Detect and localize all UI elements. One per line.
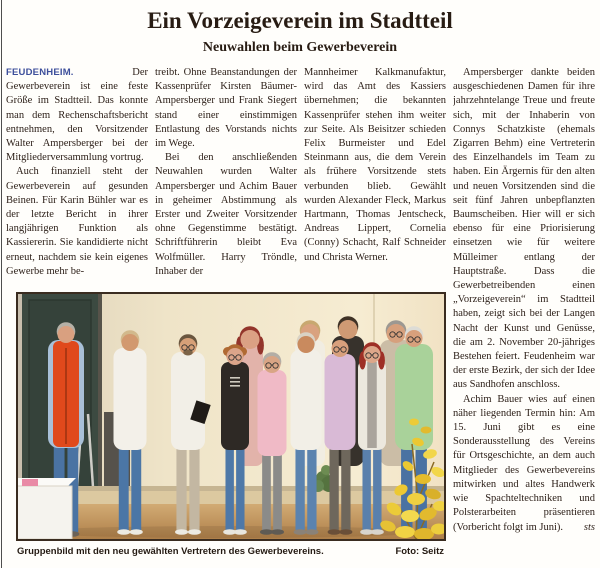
subheadline: Neuwahlen beim Gewerbeverein: [202, 40, 398, 55]
photo-credit: Foto: Seitz: [395, 546, 444, 557]
col4-paragraph-2-text: Achim Bauer wies auf einen näher liegenden Termin hin: Am 15. Juni gibt es eine Sonderausstellung des Vereins für Ortsgeschichte, an dem auch Mitglieder des Gewerbevereins mitwirken und altes Handwerk wie Spachteltechniken und Polsterarbeiten präsentieren (Vorbericht folgt im Juni).: [453, 393, 595, 533]
col1-paragraph-1-text: Der Gewerbeverein ist eine feste Größe im Stadtteil. Das konnte man dem Rechenschaftsbericht entnehmen, den Vorsitzender Walter Ampersberger bei der Mitgliederversammlung vortrug.: [6, 67, 148, 164]
group-photo: [16, 292, 446, 541]
col4-paragraph-2: [453, 393, 595, 535]
dateline: FEUDENHEIM.: [6, 67, 74, 78]
photo-caption: Gruppenbild mit den neu gewählten Vertretern des Gewerbevereins.: [17, 546, 324, 557]
photo-door-frame: [98, 294, 102, 492]
col3-paragraph-1: Mannheimer Kalkmanufaktur, wird das Amt des Kassiers übernehmen; die bekannten Kassenprüfer stehen ihm weiter zur Seite. Als Beisitzer schieden Felix Burmeister und Edel Steinmann aus, die dem Verein als frühere Vorsitzende stets verbunden blieb. Gewählt wurden Alexander Fleck, Markus Hartmann, Thomas Jentscheck, Andreas Lippert, Cornelia (Conny) Schacht, Ralf Schneider und Christa Werner.: [304, 67, 446, 263]
article-column-1: [6, 66, 148, 295]
article-column-4: [453, 66, 595, 566]
col1-paragraph-2: Auch finanziell steht der Gewerbeverein auf gesunden Beinen. Für Karin Bühler war es der letzte Bericht in ihrer langjährigen Funktion als Kassiererin. Sie kandidierte nicht erneut, nachdem sie kein eigenes Gewerbe mehr be-: [6, 166, 148, 277]
group-photo-svg: [18, 294, 444, 539]
article-column-3: [304, 66, 446, 295]
col1-paragraph-1: [6, 66, 148, 165]
col2-paragraph-1: treibt. Ohne Beanstandungen der Kassenprüfer Kirsten Bäumer-Ampersberger und Frank Siegert stand einer einstimmigen Entlastung des Vorstands nichts im Wege.: [155, 67, 297, 150]
col2-paragraph-2: Bei den anschließenden Neuwahlen wurden Walter Ampersberger und Achim Bauer in geheimer Abstimmung als Erster und Zweiter Vorsitzender ohne Gegenstimme bestätigt. Schriftführerin bleibt Eva Wolfmüller. Harry Tröndle, Inhaber der: [155, 152, 297, 277]
headline: Ein Vorzeigeverein im Stadtteil: [147, 8, 453, 33]
photo-caption-row: [17, 546, 444, 557]
col4-paragraph-1: Ampersberger dankte beiden ausgeschiedenen Damen für ihre jahrzehntelange Treue und freute sich, mit der Inhaberin von Connys Schatzkiste (ehemals Zigarren Behm) eine Vertreterin des Einzelhandels im Team zu haben. Ein Ärgernis für den alten und neuen Vorsitzenden sind die seit fünf Jahren unbepflanzten Baumscheiben. Hier will er sich ebenso für eine Priorisierung einsetzen wie für weitere Mülleimer entlang der Hauptstraße. Dass die Gewerbetreibenden einen „Vorzeigeverein“ im Stadtteil haben, zeigt sich bei der Langen Nacht der Kunst und Genüsse, die am 2. November 20-jähriges Bestehen feiert. Feudenheim war der erste Bezirk, der sich der Idee aus Sandhofen anschloss.: [453, 67, 595, 391]
article-column-2: [155, 66, 297, 295]
photo-white-box: [18, 478, 76, 539]
column-divider-rule: [1, 0, 2, 568]
author-byline: sts: [583, 521, 595, 533]
